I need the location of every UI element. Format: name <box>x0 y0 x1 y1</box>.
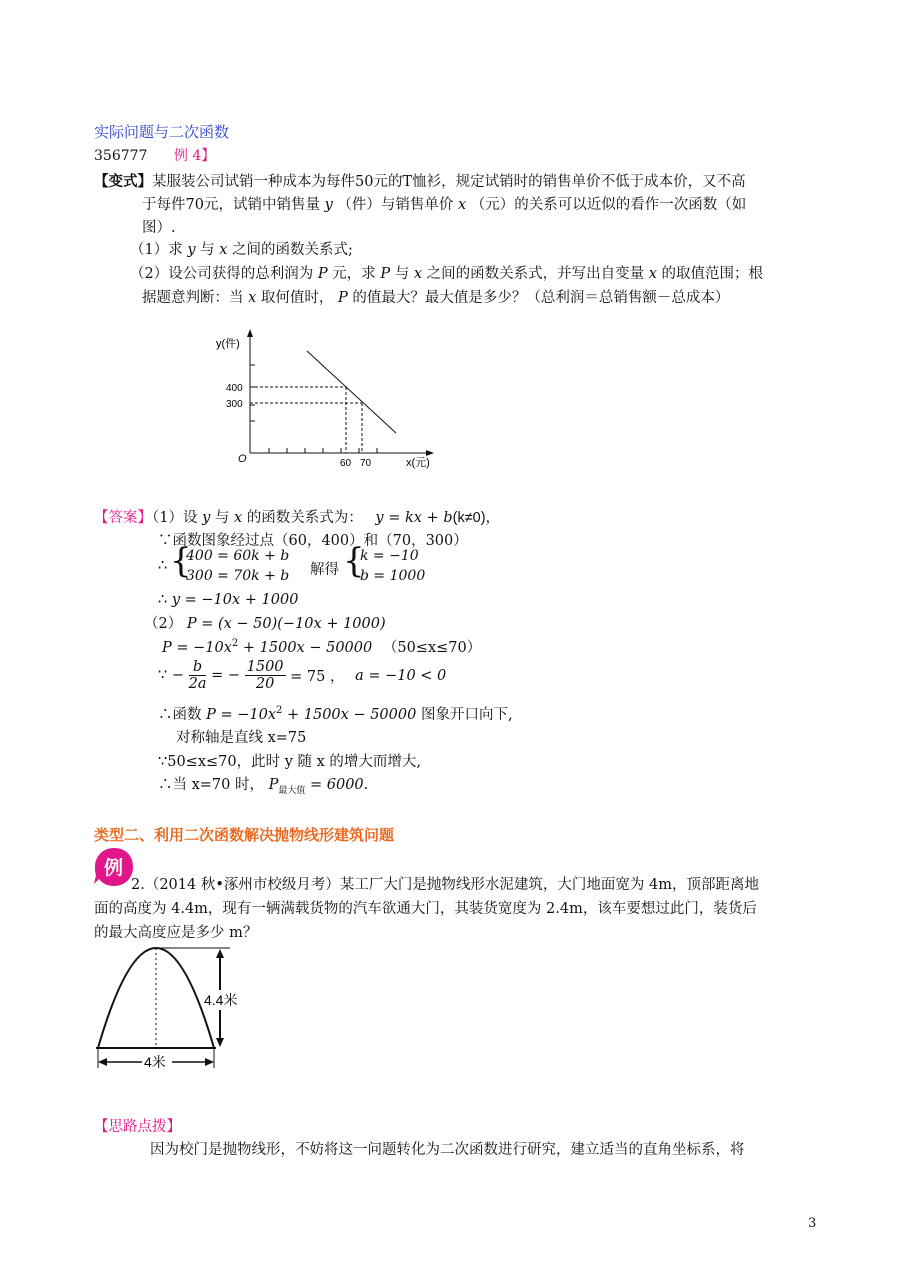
guide-lines <box>250 387 362 453</box>
height-arrow-up <box>216 949 224 958</box>
x-tick-label-60: 60 <box>340 458 352 469</box>
fraction-1500-20: $\frac{1500}{20}$ <box>246 659 284 692</box>
answer-line-4: ∴ y = −10x + 1000 <box>158 592 299 608</box>
problem-2-line-3: 的最大高度应是多少 m？ <box>94 925 258 941</box>
answer-line-6: $P = -10x^2 + 1500x - 50000$ （50≤x≤70） <box>162 638 482 656</box>
hint-text: 因为校门是抛物线形，不妨将这一问题转化为二次函数进行研究，建立适当的直角坐标系，将 <box>150 1142 745 1158</box>
variant-tag: 【变式】 <box>94 173 152 190</box>
answer-line-2: ∵函数图象经过点（60，400）和（70，300） <box>158 533 468 549</box>
answer-line-7: ∵ − $\frac{b}{2a}$ = − $\frac{1500}{20}$ = 75 ， a = −10 < 0 <box>158 659 447 692</box>
problem-2-line-1: 2.（2014 秋•涿州市校级月考）某工厂大门是抛物线形水泥建筑，大门地面宽为 4m，顶部距离地 <box>131 877 759 893</box>
answer-line-11: ∴当 x=70 时， $P_{最大值} = 6000$. <box>158 777 369 796</box>
left-brace-1: { <box>170 541 192 581</box>
answer-line-10: ∵50≤x≤70，此时 y 随 x 的增大而增大, <box>158 754 422 770</box>
variant-line-3: 图）. <box>142 220 176 236</box>
y-axis-arrow <box>247 329 253 337</box>
question-2-line-2: 据题意判断：当 x 取何值时， P 的值最大？最大值是多少？（总利润＝总销售额－总成本） <box>142 290 730 306</box>
y-tick-marks <box>250 365 255 421</box>
problem-code: 356777 <box>94 148 148 164</box>
y-tick-label-400: 400 <box>226 383 243 394</box>
parabola-gate-diagram <box>90 938 250 1073</box>
section-title: 实际问题与二次函数 <box>94 123 230 141</box>
answer-line-1: 【答案】（1）设 y 与 x 的函数关系式为： y = kx + b(k≠0)， <box>94 510 501 526</box>
answer-tag: 【答案】 <box>94 510 152 526</box>
x-tick-marks <box>269 448 377 453</box>
width-arrow-left <box>98 1058 107 1066</box>
y-axis-label: y(件) <box>216 338 240 350</box>
origin-label: O <box>238 453 247 465</box>
function-line <box>307 351 396 433</box>
problem-2-line-2: 面的高度为 4.4m，现有一辆满载货物的汽车欲通大门，其装货宽度为 2.4m，该车要想过此门，装货后 <box>94 901 757 917</box>
width-label: 4米 <box>144 1054 166 1070</box>
type2-title: 类型二、利用二次函数解决抛物线形建筑问题 <box>94 826 395 844</box>
solution-k: k = −10 <box>360 548 419 564</box>
x-axis-label: x(元) <box>406 457 430 469</box>
question-2: （2）设公司获得的总利润为 P 元，求 P 与 x 之间的函数关系式，并写出自变量 x 的取值范围；根 <box>130 266 764 282</box>
system-eq-1: 400 = 60k + b <box>186 548 290 564</box>
solve-label: 解得 <box>310 562 339 578</box>
example-badge-icon <box>93 846 135 888</box>
page-number: 3 <box>808 1216 817 1231</box>
system-eq-2: 300 = 70k + b <box>186 568 290 584</box>
linear-function-graph <box>212 325 442 473</box>
therefore-symbol: ∴ <box>158 558 168 574</box>
y-tick-label-300: 300 <box>226 399 243 410</box>
width-arrow-right <box>205 1058 214 1066</box>
question-1: （1）求 y 与 x 之间的函数关系式; <box>130 242 353 258</box>
variant-line-1: 【变式】某服装公司试销一种成本为每件50元的T恤衫，规定试销时的销售单价不低于成本价，又不高 <box>94 173 746 190</box>
x-axis-arrow <box>426 450 434 456</box>
hint-tag: 【思路点拨】 <box>94 1119 181 1135</box>
answer-line-9: 对称轴是直线 x=75 <box>176 730 307 746</box>
height-label: 4.4米 <box>204 992 238 1008</box>
example-code <box>94 145 215 165</box>
solution-b: b = 1000 <box>360 568 426 584</box>
example-label: 例 4】 <box>173 148 216 164</box>
variant-line-2: 于每件70元，试销中销售量 y （件）与销售单价 x （元）的关系可以近似的看作一次函数（如 <box>142 197 747 213</box>
left-brace-2: { <box>343 541 365 581</box>
x-tick-label-70: 70 <box>360 458 372 469</box>
answer-line-5: （2） P = (x − 50)(−10x + 1000) <box>144 616 386 632</box>
answer-line-8: ∴函数 $P = -10x^2 + 1500x - 50000$ 图象开口向下, <box>158 705 513 723</box>
fraction-b-2a: $\frac{b}{2a}$ <box>188 659 207 692</box>
formula-linear: y = kx + b <box>375 510 453 526</box>
height-arrow-down <box>216 1038 224 1047</box>
svg-text:例: 例 <box>104 858 124 879</box>
